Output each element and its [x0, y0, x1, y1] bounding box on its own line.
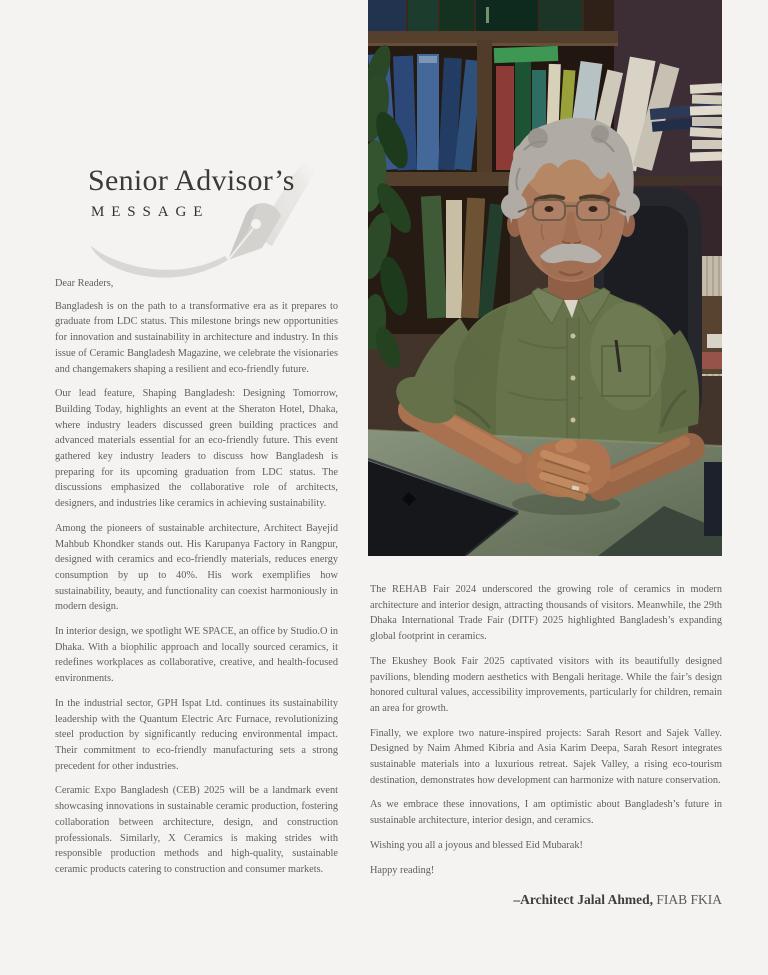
advisor-photo — [368, 0, 722, 556]
signature-name: –Architect Jalal Ahmed, — [513, 892, 653, 908]
paragraph: Finally, we explore two nature-inspired projects: Sarah Resort and Sajek Valley. Designed by Naim Ahmed Kibria and Asia Karim Deepa, Sarah Resort integrates sustainable materials into a luxurious retreat. Sajek Valley, a rising eco-tourism destination, demonstrates how development can harmonize with nature conservation. — [370, 727, 722, 786]
right-column — [368, 0, 722, 909]
paragraph: In interior design, we spotlight WE SPACE, an office by Studio.O in Dhaka. With a biophilic approach and locally sourced ceramics, it redefines workplaces as collaborative, creative, and health-focused environments. — [55, 626, 338, 685]
page-subtitle: MESSAGE — [91, 204, 210, 220]
right-body — [370, 582, 722, 909]
paragraph: Wishing you all a joyous and blessed Eid Mubarak! — [370, 839, 583, 851]
paragraph: As we embrace these innovations, I am optimistic about Bangladesh’s future in sustainable architecture, interior design, and ceramics. — [370, 799, 722, 827]
paragraph: Among the pioneers of sustainable architecture, Architect Bayejid Mahbub Khondker stands out. His Karupanya Factory in Rangpur, designed with ceramics and eco-friendly materials, reduces energy consumption by up to 40%. His work exemplifies how sustainability, beauty, and functionality can coexist harmoniously in modern design. — [55, 522, 338, 613]
salutation: Dear Readers, — [55, 278, 114, 289]
right-paragraphs — [370, 582, 722, 878]
paragraph: In the industrial sector, GPH Ispat Ltd. continues its sustainability leadership with the Quantum Electric Arc Furnace, revolutionizing steel production by significantly reducing environmental impact. Their commitment to eco-friendly manufacturing sets a strong precedent for other industries. — [55, 697, 338, 772]
left-paragraphs — [55, 299, 338, 878]
paragraph: Bangladesh is on the path to a transformative era as it prepares to graduate from LDC status. This milestone brings new opportunities for innovation and sustainability in architecture and industry. In this issue of Ceramic Bangladesh Magazine, we celebrate the visionaries and changemakers shaping a resilient and eco-friendly future. — [55, 300, 338, 375]
paragraph: Our lead feature, Shaping Bangladesh: Designing Tomorrow, Building Today, highlights an event at the Sheraton Hotel, Dhaka, where industry leaders discussed green building practices and advanced materials essential for an eco-friendly future. This event gathered key industry leaders to discuss how Bangladesh is preparing for its upcoming graduation from LDC status. The discussions emphasized the collaborative role of architects, designers, and industries like ceramics in achieving sustainability. — [55, 388, 338, 510]
signature-line — [370, 891, 722, 909]
left-column — [55, 0, 338, 887]
signature-title: FIAB FKIA — [656, 892, 722, 908]
paragraph: Ceramic Expo Bangladesh (CEB) 2025 will be a landmark event showcasing innovations in sustainable ceramic production, fostering collaboration between architecture, design, and construction professionals. Similarly, X Ceramics is making strides with responsible production methods and high-quality, sustainable ceramic products catering to construction and consumer markets. — [55, 785, 338, 875]
paragraph: Happy reading! — [370, 864, 435, 876]
paragraph: The Ekushey Book Fair 2025 captivated visitors with its beautifully designed pavilions, blending modern aesthetics with Bengali heritage. While the fair’s design honored cultural values, accessibility improvements, particularly for children, remain an area for growth. — [370, 655, 722, 714]
page-title: Senior Advisor’s — [88, 164, 295, 197]
left-body — [55, 276, 338, 878]
paragraph: The REHAB Fair 2024 underscored the growing role of ceramics in modern architecture and interior design, attracting thousands of visitors. Meanwhile, the 29th Dhaka International Trade Fair (DITF) 2025 highlighted Bangladesh’s expanding global footprint in ceramics. — [370, 584, 722, 643]
